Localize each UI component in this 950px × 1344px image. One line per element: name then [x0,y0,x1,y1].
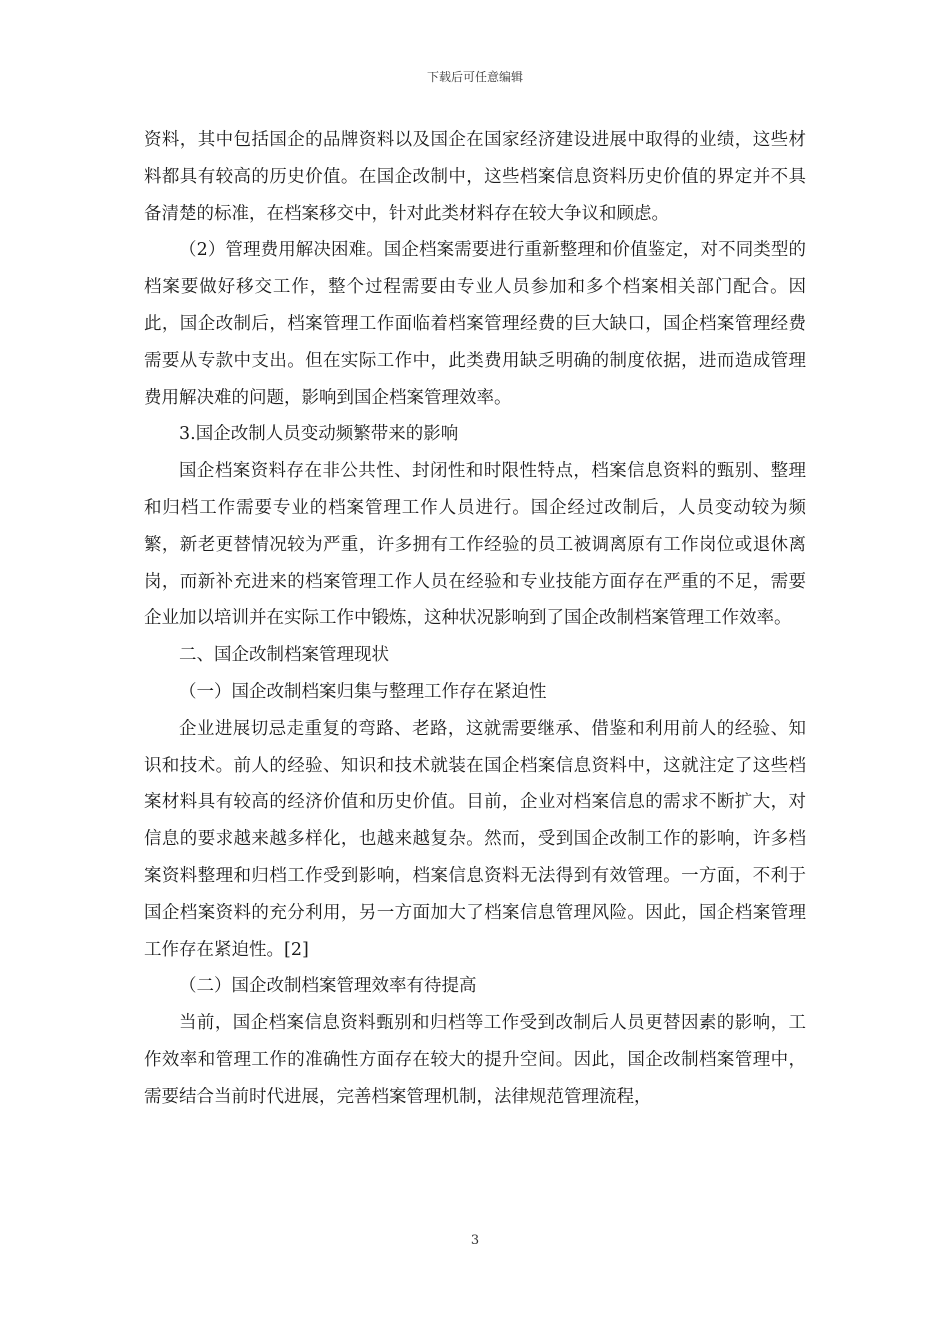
page-number: 3 [470,1233,480,1248]
page-header: 下载后可任意编辑 [426,70,523,84]
paragraph-5: 当前，国企档案信息资料甄别和归档等工作受到改制后人员更替因素的影响，工作效率和管理工作的准确性方面存在较大的提升空间。因此，国企改制档案管理中，需要结合当前时代进展，完善档案管理机制，法律规范管理流程， [144,1013,806,1107]
section-heading-3: 3.国企改制人员变动频繁带来的影响 [179,424,459,445]
document-body [144,122,806,1116]
paragraph-4: 企业进展切忌走重复的弯路、老路，这就需要继承、借鉴和利用前人的经验、知识和技术。前人的经验、知识和技术就装在国企档案信息资料中，这就注定了这些档案材料具有较高的经济价值和历史价值。目前，企业对档案信息的需求不断扩大，对信息的要求越来越多样化，也越来越复杂。然而，受到国企改制工作的影响，许多档案资料整理和归档工作受到影响，档案信息资料无法得到有效管理。一方面，不利于国企档案资料的充分利用，另一方面加大了档案信息管理风险。因此，国企档案管理工作存在紧迫性。[2] [144,718,806,960]
subsection-heading-1: （一）国企改制档案归集与整理工作存在紧迫性 [179,681,547,702]
section-heading-2: 二、国企改制档案管理现状 [179,645,389,666]
paragraph-1: 资料，其中包括国企的品牌资料以及国企在国家经济建设进展中取得的业绩，这些材料都具有较高的历史价值。在国企改制中，这些档案信息资料历史价值的界定并不具备清楚的标准，在档案移交中，针对此类材料存在较大争议和顾虑。 [144,130,806,224]
paragraph-3: 国企档案资料存在非公共性、封闭性和时限性特点，档案信息资料的甄别、整理和归档工作需要专业的档案管理工作人员进行。国企经过改制后，人员变动较为频繁，新老更替情况较为严重，许多拥有工作经验的员工被调离原有工作岗位或退休离岗，而新补充进来的档案管理工作人员在经验和专业技能方面存在严重的不足，需要企业加以培训并在实际工作中锻炼，这种状况影响到了国企改制档案管理工作效率。 [144,461,806,629]
subsection-heading-2: （二）国企改制档案管理效率有待提高 [179,976,477,997]
paragraph-2: （2）管理费用解决困难。国企档案需要进行重新整理和价值鉴定，对不同类型的档案要做好移交工作，整个过程需要由专业人员参加和多个档案相关部门配合。因此，国企改制后，档案管理工作面临着档案管理经费的巨大缺口，国企档案管理经费需要从专款中支出。但在实际工作中，此类费用缺乏明确的制度依据，进而造成管理费用解决难的问题，影响到国企档案管理效率。 [144,240,806,408]
